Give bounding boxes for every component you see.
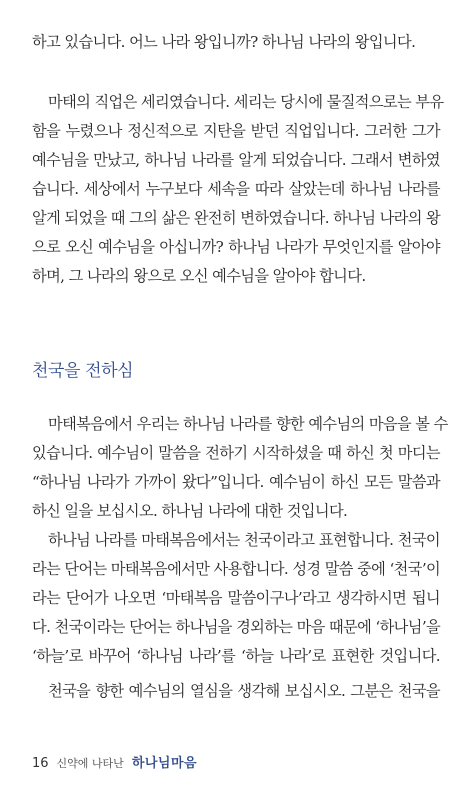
paragraph-3-line-1: 하나님 나라를 마태복음에서는 천국이라고 표현합니다. 천국이 [48, 531, 440, 549]
paragraph-3-line-4: 다. 천국이라는 단어는 하나님을 경외하는 마음 때문에 ‘하나님’을 [32, 618, 441, 636]
paragraph-2-line-3: “하나님 나라가 가까이 왔다”입니다. 예수님이 하신 모든 말씀과 [32, 473, 440, 491]
paragraph-1-line-4: 습니다. 세상에서 누구보다 세속을 따라 살았는데 하나님 나라를 [32, 180, 440, 198]
paragraph-1-line-6: 으로 오신 예수님을 아십니까? 하나님 나라가 무엇인지를 알아야 [32, 238, 440, 256]
paragraph-1-line-3: 예수님을 만났고, 하나님 나라를 알게 되었습니다. 그래서 변하였 [32, 151, 440, 169]
paragraph-3-line-2: 라는 단어는 마태복음에서만 사용합니다. 성경 말씀 중에 ‘천국’이 [32, 560, 441, 578]
paragraph-1-line-7: 하며, 그 나라의 왕으로 오신 예수님을 알아야 합니다. [32, 267, 366, 285]
paragraph-3-line-3: 라는 단어가 나오면 ‘마태복음 말씀이구나’라고 생각하시면 됩니 [32, 589, 440, 607]
paragraph-4-line-1: 천국을 향한 예수님의 열심을 생각해 보십시오. 그분은 천국을 [48, 682, 440, 700]
paragraph-1-line-2: 함을 누렸으나 정신적으로 지탄을 받던 직업입니다. 그러한 그가 [32, 122, 440, 140]
book-subtitle: 신약에 나타난 [56, 757, 124, 770]
page-footer [32, 752, 197, 771]
paragraph-2-line-4: 하신 일을 보십시오. 하나님 나라에 대한 것입니다. [32, 502, 348, 520]
paragraph-3-line-5: ‘하늘’로 바꾸어 ‘하나님 나라’를 ‘하늘 나라’로 표현한 것입니다. [32, 647, 440, 665]
paragraph-2-line-2: 있습니다. 예수님이 말씀을 전하기 시작하셨을 때 하신 첫 마디는 [32, 444, 440, 462]
paragraph-1-line-5: 알게 되었을 때 그의 삶은 완전히 변하였습니다. 하나님 나라의 왕 [32, 209, 441, 227]
paragraph-1-line-1: 마태의 직업은 세리였습니다. 세리는 당시에 물질적으로는 부유 [48, 93, 444, 111]
section-heading: 천국을 전하심 [32, 361, 134, 381]
page-number: 16 [32, 756, 49, 771]
paragraph-2-line-1: 마태복음에서 우리는 하나님 나라를 향한 예수님의 마음을 볼 수 [48, 415, 448, 433]
continued-text-line: 하고 있습니다. 어느 나라 왕입니까? 하나님 나라의 왕입니다. [32, 33, 416, 51]
book-title-logo: 하나님마음 [131, 756, 198, 771]
